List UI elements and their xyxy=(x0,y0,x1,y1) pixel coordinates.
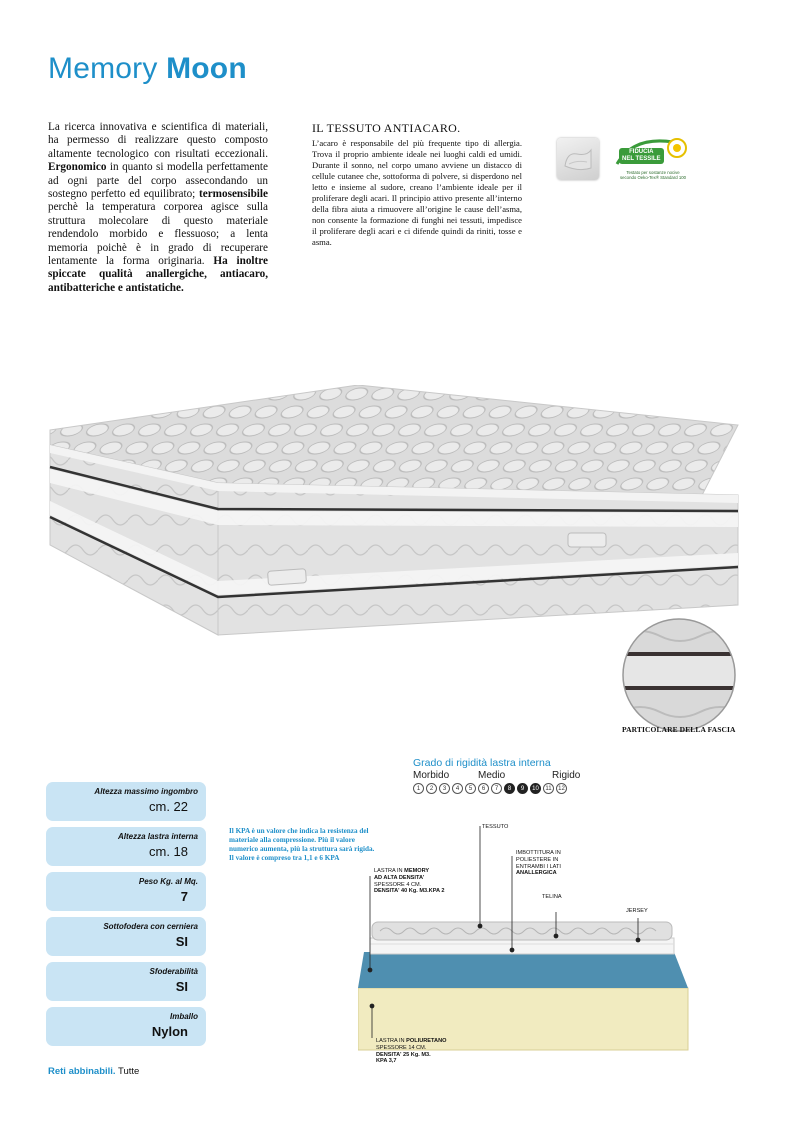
label-medio: Medio xyxy=(478,770,506,781)
rigidity-dots xyxy=(413,783,567,794)
spec-sottofodera: Sottofodera con cerniera SI xyxy=(46,917,206,956)
detail-caption: PARTICOLARE DELLA FASCIA xyxy=(622,725,736,734)
page-title: Memory Moon xyxy=(48,52,247,85)
spec-imballo: Imballo Nylon xyxy=(46,1007,206,1046)
rigidity-level-11: 11 xyxy=(543,783,554,794)
rigidity-level-6: 6 xyxy=(478,783,489,794)
spec-list xyxy=(46,782,206,1052)
label-poliuretano: LASTRA IN POLIURETANO SPESSORE 14 CM. DENSITA' 25 Kg. M3. KPA 3,7 xyxy=(376,1038,447,1065)
rigidity-level-4: 4 xyxy=(452,783,463,794)
rigidity-scale xyxy=(413,757,603,783)
tessuto-body: L’acaro è responsabile del più frequente tipo di allergia. Trova il proprio ambiente ideale nei luoghi caldi ed umidi. Durante il sonno, nel corpo umano avviene un distacco di cellule cutanee che, sottoforma di polvere, si disperdono nel letto e insieme al sudore, creano l’ambiente ideale per il proliferare degli acari. Il principio attivo presente all’interno della fibra aiuta a rimuovere all’origine le cause dell’asma, non consente la formazione di funghi nei tessuti, impedisce il proliferare degli acari e ci difende quindi da riniti, tosse e asma. xyxy=(312,138,522,247)
reti-abbinabili: Reti abbinabili. Tutte xyxy=(48,1066,140,1077)
label-telina: TELINA xyxy=(542,894,562,900)
oeko-tex-badge: FIDUCIA NEL TESSILE Testato per sostanze nocive secondo Oeko-Tex® Standard 100 xyxy=(613,134,691,184)
rigidity-level-3: 3 xyxy=(439,783,450,794)
rigidity-level-7: 7 xyxy=(491,783,502,794)
spec-sfoderabilita: Sfoderabilità SI xyxy=(46,962,206,1001)
tessuto-heading: IL TESSUTO ANTIACARO. xyxy=(312,121,461,135)
rigidity-level-10: 10 xyxy=(530,783,541,794)
mattress-image xyxy=(38,385,758,645)
spec-altezza-lastra: Altezza lastra interna cm. 18 xyxy=(46,827,206,866)
label-tessuto: TESSUTO xyxy=(482,824,509,830)
rigidity-level-1: 1 xyxy=(413,783,424,794)
rigidity-title: Grado di rigidità lastra interna xyxy=(413,757,551,769)
label-rigido: Rigido xyxy=(552,770,581,781)
intro-text: La ricerca innovativa e scientifica di materiali, ha permesso di realizzare questo composto altamente tecnologico con risultati eccezionali. Ergonomico in quanto si modella perfettamente ad ogni parte del corpo assecondando un sostegno perfetto ed equilibrato; termosensibile perchè la temperatura corporea agisce sulla struttura molecolare di questo materiale rendendolo morbido e flessuoso; a lenta memoria poichè è in grado di recuperare lentamente la forma originaria. Ha inoltre spiccate qualità anallergiche, antiacaro, antibatteriche e antistatiche. xyxy=(48,121,268,294)
rigidity-level-8: 8 xyxy=(504,783,515,794)
label-memory: LASTRA IN MEMORY AD ALTA DENSITA' SPESSORE 4 CM. DENSITA' 40 Kg. M3.KPA 2 xyxy=(374,868,445,895)
rigidity-level-9: 9 xyxy=(517,783,528,794)
memory-foam-thumbnail xyxy=(557,138,599,180)
spec-altezza-ingombro: Altezza massimo ingombro cm. 22 xyxy=(46,782,206,821)
layer-diagram xyxy=(358,810,698,1080)
label-morbido: Morbido xyxy=(413,770,450,781)
kpa-note: Il KPA è un valore che indica la resistenza del materiale alla compressione. Più il valore numerico aumenta, più la struttura sarà rigida. Il valore è compreso tra 1,1 e 6 KPA xyxy=(229,827,375,863)
label-imbottitura: IMBOTTITURA IN POLIESTERE IN ENTRAMBI I LATI ANALLERGICA xyxy=(516,850,561,877)
label-jersey: JERSEY xyxy=(626,908,648,914)
spec-peso: Peso Kg. al Mq. 7 xyxy=(46,872,206,911)
band-detail-image xyxy=(620,616,738,734)
rigidity-level-2: 2 xyxy=(426,783,437,794)
rigidity-level-12: 12 xyxy=(556,783,567,794)
rigidity-level-5: 5 xyxy=(465,783,476,794)
